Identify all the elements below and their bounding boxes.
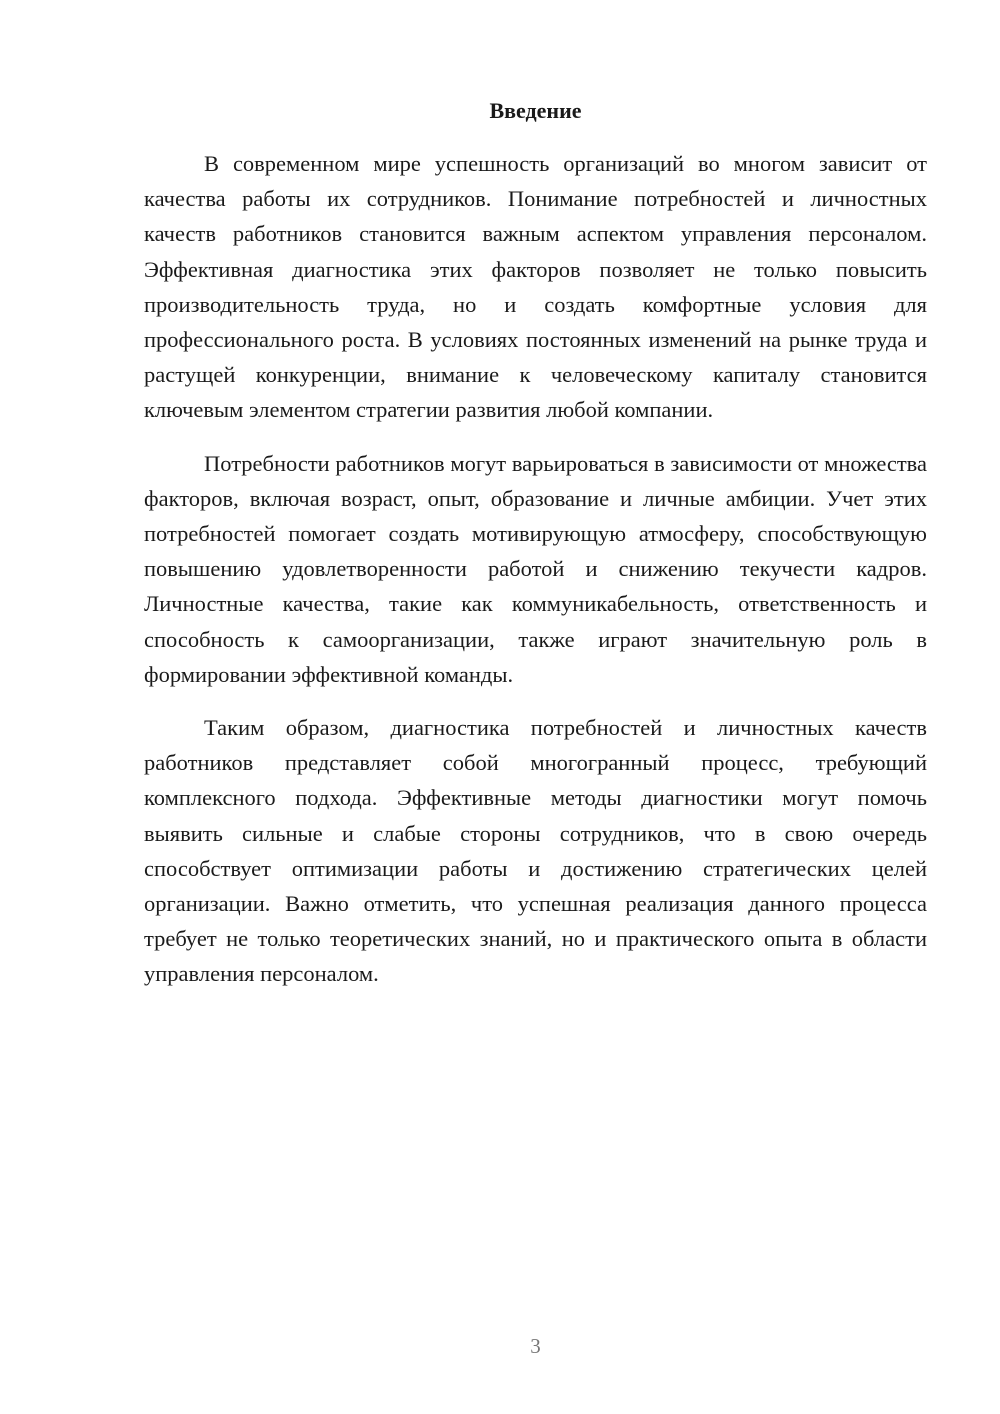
page-content [144, 96, 927, 1010]
paragraph-1: В современном мире успешность организаций во многом зависит от качества работы их сотрудников. Понимание потребностей и личностных качеств работников становится важным аспектом управления персоналом. Эффективная диагностика этих факторов позволяет не только повысить производительность труда, но и создать комфортные условия для профессионального роста. В условиях постоянных изменений на рынке труда и растущей конкуренции, внимание к человеческому капиталу становится ключевым элементом стратегии развития любой компании. [144, 151, 927, 423]
section-title: Введение [489, 98, 582, 123]
paragraph-2: Потребности работников могут варьироваться в зависимости от множества факторов, включая возраст, опыт, образование и личные амбиции. Учет этих потребностей помогает создать мотивирующую атмосферу, способствующую повышению удовлетворенности работой и снижению текучести кадров. Личностные качества, такие как коммуникабельность, ответственность и способность к самоорганизации, также играют значительную роль в формировании эффективной команды. [144, 450, 927, 687]
page-number: 3 [530, 1334, 541, 1358]
paragraph-3: Таким образом, диагностика потребностей и личностных качеств работников представляет собой многогранный процесс, требующий комплексного подхода. Эффективные методы диагностики могут помочь выявить сильные и слабые стороны сотрудников, что в свою очередь способствует оптимизации работы и достижению стратегических целей организации. Важно отметить, что успешная реализация данного процесса требует не только теоретических знаний, но и практического опыта в области управления персоналом. [144, 715, 927, 987]
